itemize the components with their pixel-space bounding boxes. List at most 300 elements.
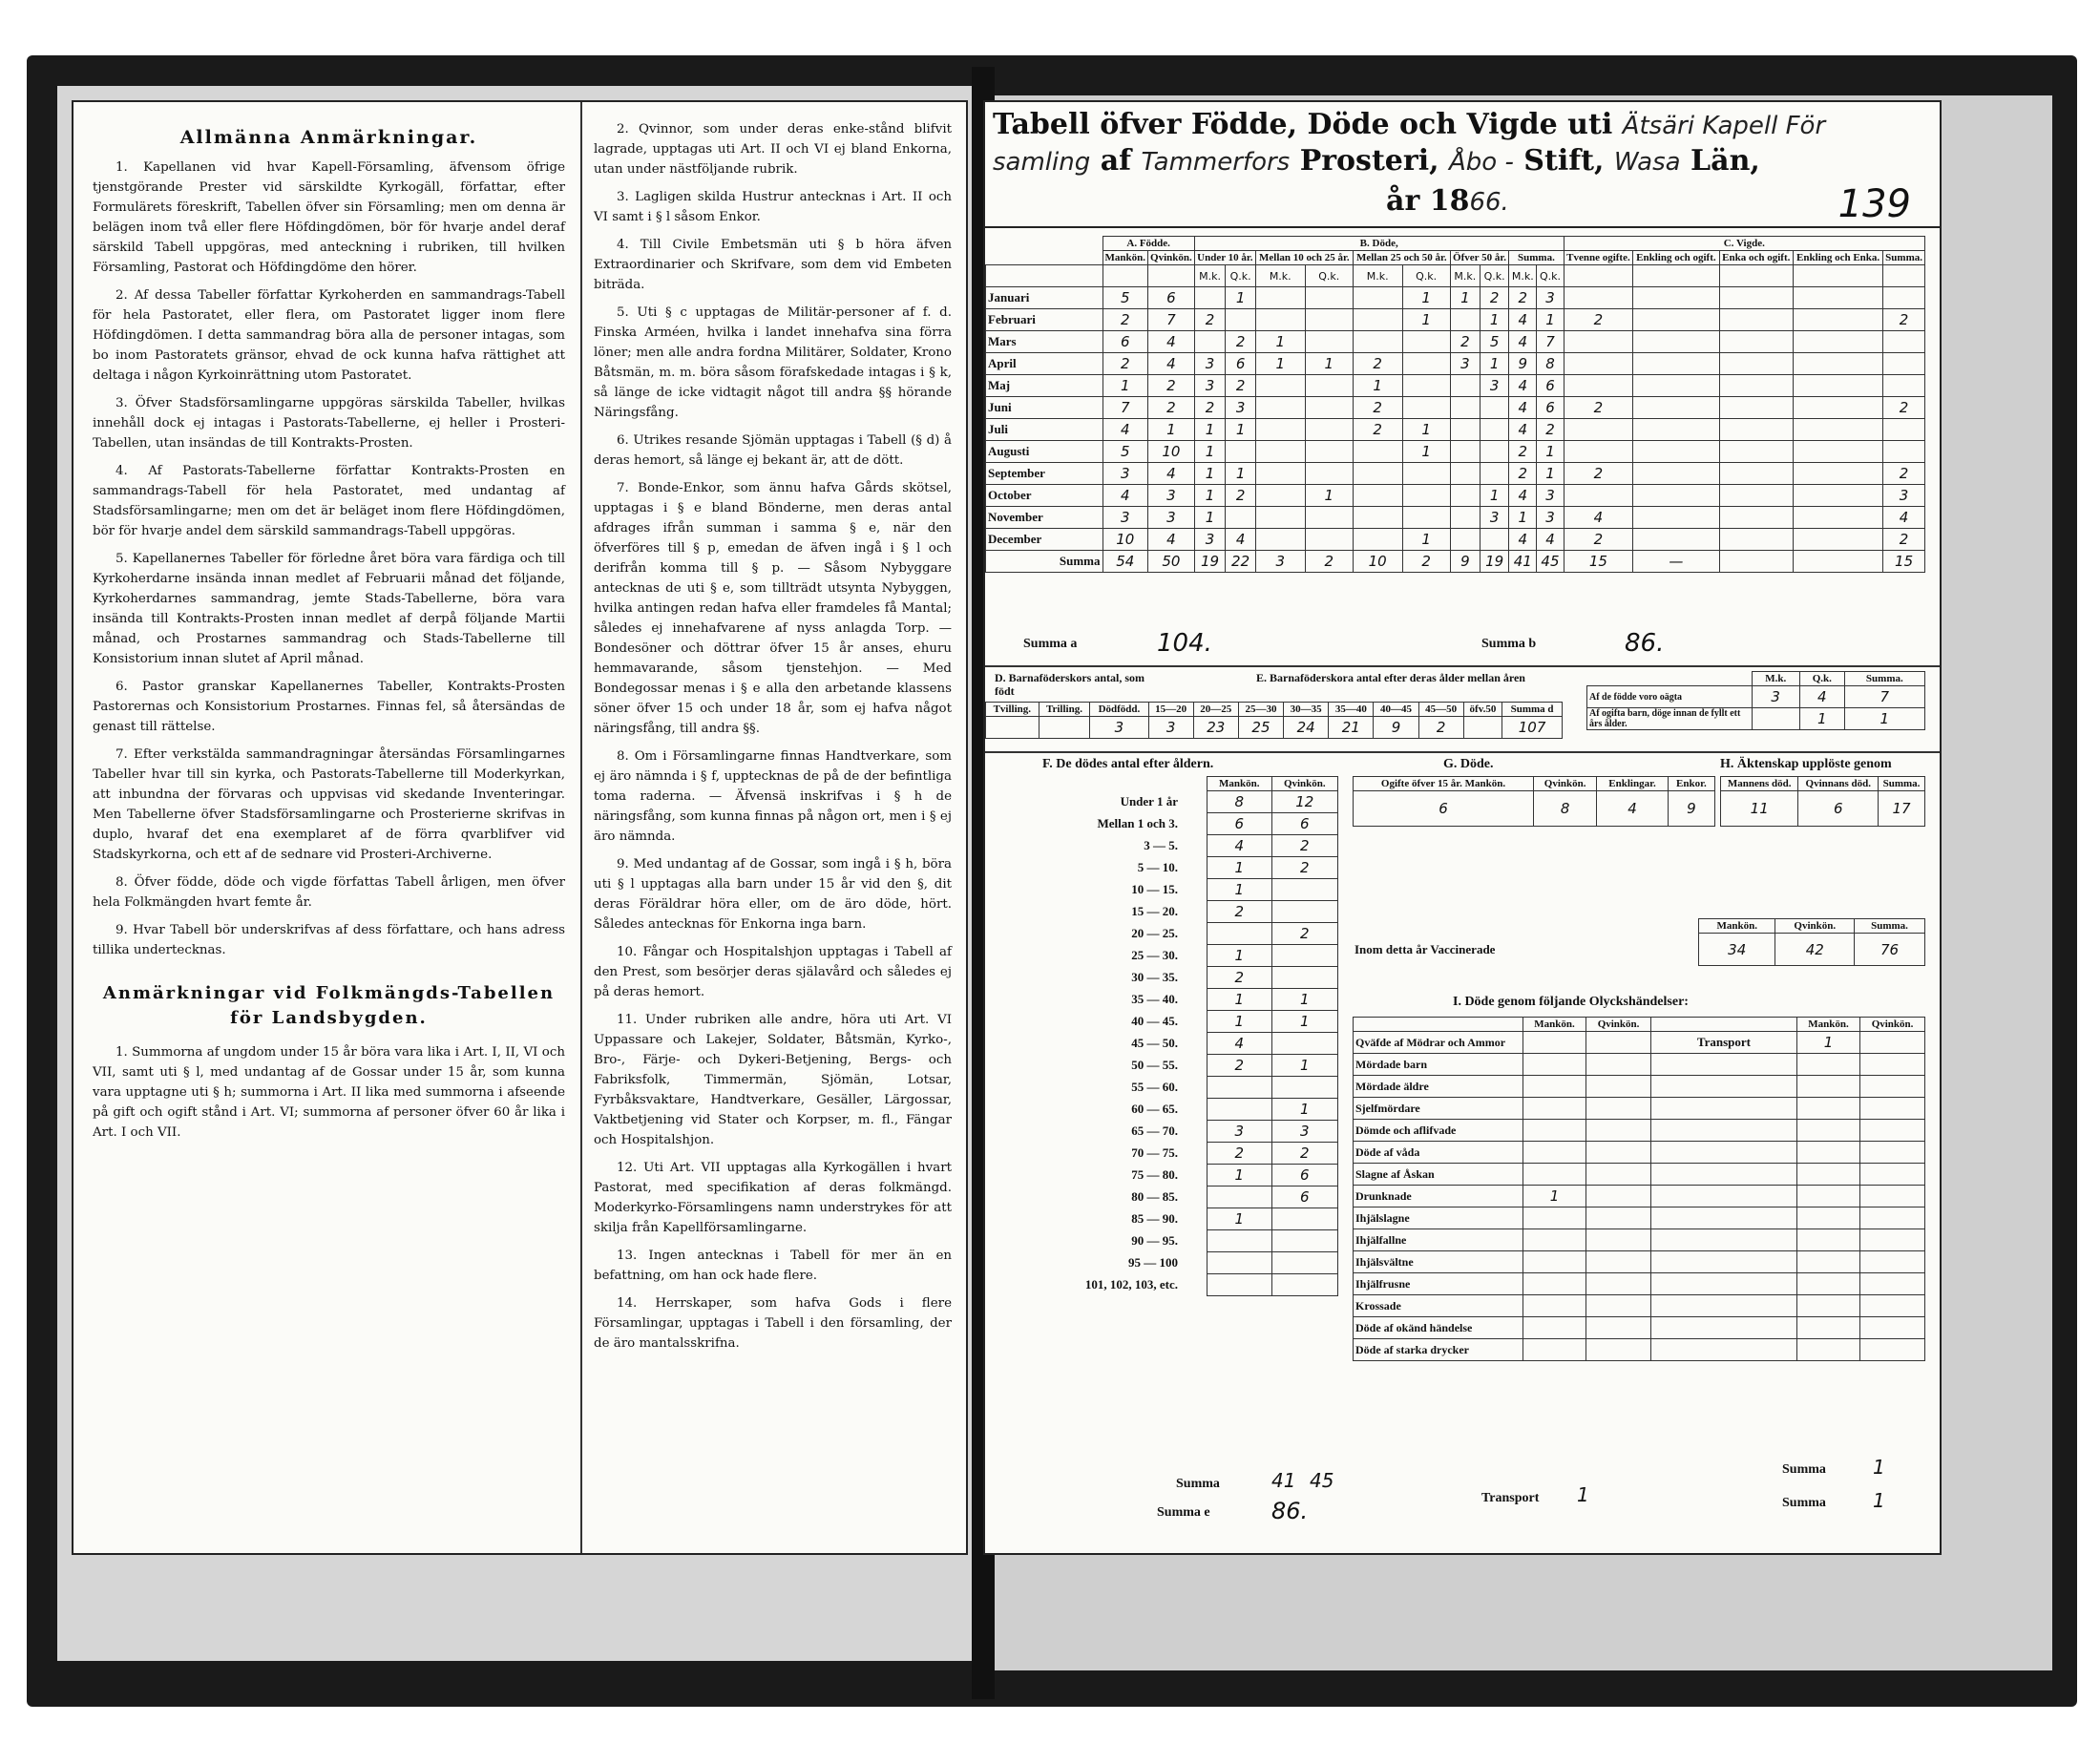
table-cell bbox=[1883, 287, 1925, 309]
legit-row-label: Af de födde voro oägta bbox=[1587, 686, 1753, 708]
accident-label: Ihjälsvältne bbox=[1354, 1251, 1523, 1273]
table-row bbox=[986, 529, 1925, 551]
e-value: 21 bbox=[1329, 717, 1374, 739]
remark-paragraph: 9. Med undantag af de Gossar, som ingå i § h, böra uti § l upptagas alla barn under 15 år vid den §, dit deras Föräldrar höra eller, om de äro döde, hört. Således antecknas för Enkorna inga barn. bbox=[594, 857, 952, 932]
table-cell: 2 bbox=[1883, 309, 1925, 331]
table-cell: 1 bbox=[1537, 441, 1564, 463]
vaccination-value: 76 bbox=[1855, 934, 1925, 966]
table-row bbox=[985, 1121, 1338, 1143]
table-cell bbox=[1796, 1186, 1859, 1208]
summa-row bbox=[986, 551, 1925, 573]
d-column-header: Dödfödd. bbox=[1090, 703, 1148, 717]
table-cell bbox=[1586, 1208, 1651, 1229]
header-death-group: Mellan 25 och 50 år. bbox=[1353, 251, 1450, 265]
table-cell bbox=[1255, 441, 1305, 463]
table-cell bbox=[1523, 1317, 1586, 1339]
table-cell: 2 bbox=[1564, 309, 1633, 331]
table-row bbox=[985, 1230, 1338, 1252]
e-value: 2 bbox=[1418, 717, 1463, 739]
table-cell bbox=[1719, 397, 1794, 419]
births-by-age-table bbox=[985, 702, 1563, 739]
table-cell bbox=[1796, 1339, 1859, 1361]
e-value: 25 bbox=[1238, 717, 1283, 739]
table-cell bbox=[1208, 1252, 1272, 1274]
transport-value: 1 bbox=[1796, 1032, 1859, 1054]
g-column-header: Qvinkön. bbox=[1534, 777, 1597, 791]
table-cell bbox=[1633, 287, 1719, 309]
table-cell bbox=[1255, 309, 1305, 331]
table-cell: 3 bbox=[1537, 485, 1564, 507]
h-column-header: Qvinnans död. bbox=[1798, 777, 1879, 791]
header-death-group: Mellan 10 och 25 år. bbox=[1255, 251, 1353, 265]
table-row bbox=[986, 441, 1925, 463]
table-cell bbox=[1271, 879, 1337, 901]
age-range-label: 45 — 50. bbox=[1131, 1036, 1178, 1050]
table-row bbox=[1354, 1317, 1925, 1339]
accident-label: Döde af våda bbox=[1354, 1142, 1523, 1164]
table-cell: 2 bbox=[1564, 529, 1633, 551]
remark-paragraph: 11. Under rubriken alle andre, höra uti Art. VI Uppassare och Lakejer, Soldater, Båtsmän, Kyrko-, Bro-, Färje- och Dykeri-Betjening, Bergs- och Fabriksfolk, Timmermän, Sjömän, Lotsar, Fyrbåksvaktare, Handtverkare, Gesäller, Lärgossar, Vaktbetjening vid Stater och Korpser, m. fl., Fängar och Hospitalshjon. bbox=[594, 1013, 952, 1147]
table-cell: 7 bbox=[1102, 397, 1148, 419]
table-cell: 5 bbox=[1102, 441, 1148, 463]
table-cell bbox=[1719, 309, 1794, 331]
table-cell bbox=[1564, 287, 1633, 309]
instructions-sheet bbox=[72, 100, 968, 1555]
table-cell bbox=[1255, 463, 1305, 485]
table-cell bbox=[1633, 529, 1719, 551]
column-divider bbox=[580, 102, 582, 1553]
table-cell: 1 bbox=[1305, 485, 1353, 507]
table-cell: 4 bbox=[1509, 485, 1537, 507]
blank-cell bbox=[1719, 265, 1794, 287]
table-cell: 6 bbox=[1271, 1165, 1337, 1186]
g-column-header: Enkor. bbox=[1668, 777, 1714, 791]
table-cell bbox=[1860, 1317, 1925, 1339]
accident-label: Drunknade bbox=[1354, 1186, 1523, 1208]
table-cell: 2 bbox=[1271, 857, 1337, 879]
table-cell bbox=[1271, 1033, 1337, 1055]
table-cell: 1 bbox=[1148, 419, 1195, 441]
legit-column-header: Summa. bbox=[1844, 672, 1924, 686]
table-cell: 2 bbox=[1226, 375, 1256, 397]
month-label: April bbox=[986, 353, 1103, 375]
province-name: Wasa bbox=[1613, 148, 1681, 177]
table-cell bbox=[1796, 1164, 1859, 1186]
table-cell: 2 bbox=[1208, 1143, 1272, 1165]
table-cell: 3 bbox=[1883, 485, 1925, 507]
table-cell bbox=[1633, 419, 1719, 441]
table-row bbox=[985, 1165, 1338, 1186]
table-cell: 2 bbox=[1208, 967, 1272, 989]
table-cell bbox=[1353, 463, 1402, 485]
blank-cell bbox=[1102, 265, 1148, 287]
table-cell bbox=[1305, 375, 1353, 397]
page-number: 139 bbox=[1838, 182, 1911, 226]
table-cell: 10 bbox=[1102, 529, 1148, 551]
summa-cell: 19 bbox=[1194, 551, 1226, 573]
legit-value: 1 bbox=[1844, 708, 1924, 730]
table-row bbox=[1354, 1142, 1925, 1164]
transport-label: Transport bbox=[1650, 1032, 1796, 1054]
table-cell bbox=[1480, 441, 1508, 463]
table-cell bbox=[1794, 485, 1883, 507]
table-cell bbox=[1796, 1273, 1859, 1295]
vaccination-value: 42 bbox=[1775, 934, 1855, 966]
table-row bbox=[1354, 1339, 1925, 1361]
table-cell bbox=[1480, 419, 1508, 441]
header-mk-short: M.k. bbox=[1353, 265, 1402, 287]
table-cell: 6 bbox=[1271, 1186, 1337, 1208]
remark-paragraph: 8. Öfver födde, döde och vigde författas Tabell årligen, men öfver hela Folkmängden hvart femte år. bbox=[93, 875, 565, 910]
table-cell bbox=[1860, 1164, 1925, 1186]
age-range-label: 101, 102, 103, etc. bbox=[1084, 1277, 1178, 1292]
table-row bbox=[986, 717, 1563, 739]
table-cell: 1 bbox=[1226, 287, 1256, 309]
table-cell bbox=[1523, 1339, 1586, 1361]
table-cell: 3 bbox=[1208, 1121, 1272, 1143]
f-summa-label: Summa bbox=[1176, 1477, 1220, 1491]
table-cell: 2 bbox=[1537, 419, 1564, 441]
table-cell: 2 bbox=[1450, 331, 1480, 353]
table-cell bbox=[1208, 1077, 1272, 1099]
table-cell bbox=[1719, 529, 1794, 551]
table-cell bbox=[1586, 1164, 1651, 1186]
blank-cell bbox=[1633, 265, 1719, 287]
table-cell bbox=[1523, 1032, 1586, 1054]
table-cell bbox=[1255, 375, 1305, 397]
d-column-header: Tvilling. bbox=[986, 703, 1040, 717]
table-cell bbox=[1450, 529, 1480, 551]
table-cell: 3 bbox=[1480, 507, 1508, 529]
legit-column-header: M.k. bbox=[1752, 672, 1799, 686]
table-cell: 4 bbox=[1883, 507, 1925, 529]
title-text: Tabell öfver Födde, Döde och Vigde uti bbox=[993, 108, 1613, 141]
table-cell bbox=[1633, 309, 1719, 331]
age-range-label: 10 — 15. bbox=[1131, 882, 1178, 896]
table-row bbox=[985, 1208, 1338, 1230]
table-cell bbox=[1796, 1208, 1859, 1229]
table-row bbox=[986, 265, 1925, 287]
summa-cell: 50 bbox=[1148, 551, 1195, 573]
instructions-column-left bbox=[93, 119, 565, 1150]
table-cell bbox=[1450, 309, 1480, 331]
population-remarks-list bbox=[93, 1042, 565, 1143]
accident-label: Mördade barn bbox=[1354, 1054, 1523, 1076]
legit-value bbox=[1752, 708, 1799, 730]
table-cell: 2 bbox=[1226, 331, 1256, 353]
table-cell: 7 bbox=[1148, 309, 1195, 331]
summa-a-label: Summa a bbox=[1023, 637, 1078, 651]
table-cell bbox=[1633, 353, 1719, 375]
title-stift: Stift, bbox=[1523, 144, 1605, 178]
vaccination-table bbox=[1353, 918, 1925, 966]
table-cell bbox=[1450, 375, 1480, 397]
table-cell: 6 bbox=[1226, 353, 1256, 375]
table-header-row bbox=[986, 703, 1563, 717]
table-cell bbox=[1353, 309, 1402, 331]
table-cell: 1 bbox=[1194, 441, 1226, 463]
statistics-sheet bbox=[983, 100, 1942, 1555]
parish-name-continued: samling bbox=[993, 148, 1091, 177]
table-row bbox=[985, 1186, 1338, 1208]
table-cell bbox=[1586, 1142, 1651, 1164]
e-value: 23 bbox=[1193, 717, 1238, 739]
month-label: September bbox=[986, 463, 1103, 485]
summa-cell: 3 bbox=[1255, 551, 1305, 573]
table-cell bbox=[1208, 923, 1272, 945]
summa-label: Summa bbox=[986, 551, 1103, 573]
table-cell bbox=[1633, 485, 1719, 507]
vaccination-label: Inom detta år Vaccinerade bbox=[1354, 941, 1496, 956]
table-row bbox=[1354, 1164, 1925, 1186]
table-row bbox=[1354, 1295, 1925, 1317]
table-cell: 4 bbox=[1102, 419, 1148, 441]
header-marriage-group: Tvenne ogifte. bbox=[1564, 251, 1633, 265]
e-column-header: 20—25 bbox=[1193, 703, 1238, 717]
title-af: af bbox=[1100, 144, 1132, 178]
table-cell: 1 bbox=[1208, 989, 1272, 1011]
remark-paragraph: 2. Af dessa Tabeller författar Kyrkoherden en sammandrags-Tabell för hela Pastoratet, eller flera, om Pastoratet ligger inom flere Höfdingdömen. I detta sammandrag böra alla de personer intagas, som bo inom Pastoratets gränsor, ehvad de ock kunna hafva rättighet att deltaga i någon Kyrkoinrättning utom Pastoratet. bbox=[93, 288, 565, 383]
table-cell bbox=[1586, 1032, 1651, 1054]
header-mk-short: M.k. bbox=[1450, 265, 1480, 287]
table-cell: 1 bbox=[1271, 1011, 1337, 1033]
remark-paragraph: 5. Uti § c upptagas de Militär-personer af f. d. Finska Arméen, hvilka i landet innehafva sina förra löner; men alle andra fordna Militärer, Soldater, Krono Båtsmän, m. m. böra såsom förafskedade intagas i § k, så länge de icke vidtagit något till andra §§ hörande Näringsfång. bbox=[594, 305, 952, 420]
table-cell: 6 bbox=[1537, 397, 1564, 419]
header-death-group: Öfver 50 år. bbox=[1450, 251, 1509, 265]
age-range-label: 3 — 5. bbox=[1144, 838, 1178, 852]
table-cell: 4 bbox=[1148, 353, 1195, 375]
table-cell bbox=[1650, 1186, 1796, 1208]
table-cell bbox=[1271, 901, 1337, 923]
table-cell: 1 bbox=[1194, 507, 1226, 529]
table-cell: 2 bbox=[1271, 923, 1337, 945]
table-cell bbox=[1523, 1229, 1586, 1251]
table-cell bbox=[1860, 1054, 1925, 1076]
month-label: October bbox=[986, 485, 1103, 507]
table-cell bbox=[1794, 287, 1883, 309]
table-cell bbox=[1633, 441, 1719, 463]
vaccination-value: 34 bbox=[1699, 934, 1775, 966]
accident-label: Mördade äldre bbox=[1354, 1076, 1523, 1098]
accident-label: Krossade bbox=[1354, 1295, 1523, 1317]
accident-label: Ihjälfrusne bbox=[1354, 1273, 1523, 1295]
table-cell bbox=[1650, 1251, 1796, 1273]
month-label: Januari bbox=[986, 287, 1103, 309]
table-cell bbox=[1305, 397, 1353, 419]
table-cell bbox=[1796, 1295, 1859, 1317]
table-cell: 1 bbox=[1480, 309, 1508, 331]
header-qvinkon: Qvinkön. bbox=[1860, 1018, 1925, 1032]
table-row bbox=[1354, 1273, 1925, 1295]
header-mk-short: M.k. bbox=[1509, 265, 1537, 287]
d-value bbox=[1039, 717, 1090, 739]
table-cell bbox=[1794, 419, 1883, 441]
table-cell bbox=[1402, 331, 1450, 353]
table-cell bbox=[1794, 397, 1883, 419]
table-cell: 3 bbox=[1194, 529, 1226, 551]
e-column-header: 35—40 bbox=[1329, 703, 1374, 717]
table-cell: 10 bbox=[1148, 441, 1195, 463]
age-range-label: 55 — 60. bbox=[1131, 1080, 1178, 1094]
header-marriage-group: Enkling och ogift. bbox=[1633, 251, 1719, 265]
table-cell bbox=[1480, 529, 1508, 551]
header-qk-short: Q.k. bbox=[1402, 265, 1450, 287]
summa-cell: 19 bbox=[1480, 551, 1508, 573]
accident-value: 1 bbox=[1523, 1186, 1586, 1208]
table-cell bbox=[1523, 1076, 1586, 1098]
age-range-label: 90 — 95. bbox=[1131, 1233, 1178, 1248]
table-cell: 1 bbox=[1226, 463, 1256, 485]
table-cell bbox=[1796, 1251, 1859, 1273]
month-label: Mars bbox=[986, 331, 1103, 353]
table-cell bbox=[1450, 463, 1480, 485]
table-cell bbox=[1860, 1251, 1925, 1273]
table-cell bbox=[1883, 419, 1925, 441]
table-cell bbox=[1353, 441, 1402, 463]
age-range-label: 65 — 70. bbox=[1131, 1124, 1178, 1138]
age-range-label: 25 — 30. bbox=[1131, 948, 1178, 962]
header-qvinkon: Qvinkön. bbox=[1586, 1018, 1651, 1032]
f-summa-e-value: 86. bbox=[1271, 1498, 1309, 1524]
table-row bbox=[985, 1099, 1338, 1121]
table-cell bbox=[1586, 1251, 1651, 1273]
summa-cell: 10 bbox=[1353, 551, 1402, 573]
table-row bbox=[986, 287, 1925, 309]
table-cell bbox=[1564, 331, 1633, 353]
vaccination-column-header: Summa. bbox=[1855, 919, 1925, 934]
blank-cell bbox=[1353, 919, 1699, 934]
blank-cell bbox=[1564, 265, 1633, 287]
table-cell: 2 bbox=[1226, 485, 1256, 507]
table-cell bbox=[1353, 529, 1402, 551]
table-cell: 4 bbox=[1564, 507, 1633, 529]
instructions-column-right bbox=[594, 119, 952, 1361]
table-cell bbox=[1226, 309, 1256, 331]
table-cell: 4 bbox=[1509, 419, 1537, 441]
table-cell bbox=[1883, 353, 1925, 375]
table-cell: 1 bbox=[1226, 419, 1256, 441]
accident-label: Qväfde af Mödrar och Ammor bbox=[1354, 1032, 1523, 1054]
table-cell: 2 bbox=[1148, 397, 1195, 419]
e-value bbox=[1463, 717, 1502, 739]
table-cell bbox=[1719, 375, 1794, 397]
accident-label: Slagne af Åskan bbox=[1354, 1164, 1523, 1186]
table-cell: 6 bbox=[1537, 375, 1564, 397]
table-cell: 1 bbox=[1208, 879, 1272, 901]
table-cell bbox=[1402, 463, 1450, 485]
table-cell bbox=[1255, 397, 1305, 419]
table-cell: 7 bbox=[1537, 331, 1564, 353]
table-cell bbox=[1305, 507, 1353, 529]
blank-cell bbox=[1587, 672, 1753, 686]
table-cell: 4 bbox=[1509, 375, 1537, 397]
table-row bbox=[1354, 1098, 1925, 1120]
month-label: Juni bbox=[986, 397, 1103, 419]
table-cell: 4 bbox=[1509, 331, 1537, 353]
table-cell bbox=[1719, 441, 1794, 463]
table-cell bbox=[1794, 375, 1883, 397]
f-summa-e-label: Summa e bbox=[1157, 1505, 1210, 1520]
section-i-title: I. Döde genom följande Olyckshändelser: bbox=[1453, 995, 1689, 1009]
table-cell: 1 bbox=[1402, 419, 1450, 441]
table-cell bbox=[1650, 1164, 1796, 1186]
summa-cell: 9 bbox=[1450, 551, 1480, 573]
table-cell bbox=[1208, 1186, 1272, 1208]
table-cell: 1 bbox=[1194, 485, 1226, 507]
deaths-by-age-table bbox=[985, 776, 1338, 1296]
table-cell bbox=[1586, 1295, 1651, 1317]
table-cell bbox=[1564, 485, 1633, 507]
table-cell bbox=[1796, 1229, 1859, 1251]
e-column-header: 40—45 bbox=[1374, 703, 1418, 717]
remark-paragraph: 14. Herrskaper, som hafva Gods i flere Församlingar, upptagas i Tabell i den församling, der de äro mantalsskrifna. bbox=[594, 1296, 952, 1351]
table-cell bbox=[1480, 463, 1508, 485]
table-cell bbox=[1402, 397, 1450, 419]
blank-cell bbox=[1794, 265, 1883, 287]
table-row bbox=[1354, 1186, 1925, 1208]
table-cell bbox=[1719, 419, 1794, 441]
e-column-header: öfv.50 bbox=[1463, 703, 1502, 717]
e-column-header: 25—30 bbox=[1238, 703, 1283, 717]
table-row bbox=[1587, 708, 1925, 730]
table-cell: 2 bbox=[1564, 397, 1633, 419]
table-cell: 4 bbox=[1208, 835, 1272, 857]
table-cell bbox=[1271, 1208, 1337, 1230]
accident-label: Dömde och aflifvade bbox=[1354, 1120, 1523, 1142]
table-cell: 2 bbox=[1148, 375, 1195, 397]
age-range-label: 95 — 100 bbox=[1128, 1255, 1178, 1270]
table-cell bbox=[1719, 331, 1794, 353]
title-lan: Län, bbox=[1690, 144, 1760, 178]
table-cell: 1 bbox=[1537, 463, 1564, 485]
population-table-heading: Anmärkningar vid Folkmängds-Tabellen för Landsbygden. bbox=[102, 983, 556, 1028]
table-cell bbox=[1271, 1230, 1337, 1252]
table-title bbox=[985, 102, 1940, 228]
table-cell: 1 bbox=[1480, 353, 1508, 375]
accident-label: Döde af starka drycker bbox=[1354, 1339, 1523, 1361]
age-range-label: 50 — 55. bbox=[1131, 1058, 1178, 1072]
table-cell bbox=[1883, 441, 1925, 463]
table-row bbox=[985, 1055, 1338, 1077]
table-cell bbox=[1523, 1120, 1586, 1142]
h-value: 6 bbox=[1798, 791, 1879, 827]
table-cell: 3 bbox=[1102, 463, 1148, 485]
table-cell bbox=[1564, 353, 1633, 375]
table-row bbox=[985, 879, 1338, 901]
d-value bbox=[986, 717, 1040, 739]
table-cell: 2 bbox=[1102, 309, 1148, 331]
table-cell bbox=[1402, 375, 1450, 397]
table-cell: 2 bbox=[1208, 1055, 1272, 1077]
table-row bbox=[1354, 1229, 1925, 1251]
i-transport-bottom-value: 1 bbox=[1577, 1483, 1589, 1506]
remark-paragraph: 7. Efter verkstälda sammandragningar återsändas Församlingarnes Tabeller hvar till sin kyrka, och Pastorats-Tabellerne till Moderkyrkan, att inbundna der förvaras och uppvisas vid skedande Inventeringar. Men Tabellerne öfver Stadsförsamlingarne och Prosterierne skrifvas in duplo, hvaraf det ena exemplaret af de förra qvarblifver vid Stadskyrkorna, och ett af de sednare vid Prosteri-Archiverne. bbox=[93, 747, 565, 862]
table-cell: 1 bbox=[1194, 463, 1226, 485]
table-cell bbox=[1305, 529, 1353, 551]
table-cell bbox=[1794, 353, 1883, 375]
table-cell bbox=[1523, 1295, 1586, 1317]
table-row bbox=[985, 857, 1338, 879]
table-cell: 6 bbox=[1148, 287, 1195, 309]
table-cell: 4 bbox=[1148, 529, 1195, 551]
table-cell bbox=[1523, 1208, 1586, 1229]
age-range-label: 40 — 45. bbox=[1131, 1014, 1178, 1028]
table-cell: 1 bbox=[1194, 419, 1226, 441]
e-value: 107 bbox=[1502, 717, 1563, 739]
general-remarks-list bbox=[93, 158, 565, 960]
blank-cell bbox=[985, 777, 1208, 791]
age-range-label: 15 — 20. bbox=[1131, 904, 1178, 918]
